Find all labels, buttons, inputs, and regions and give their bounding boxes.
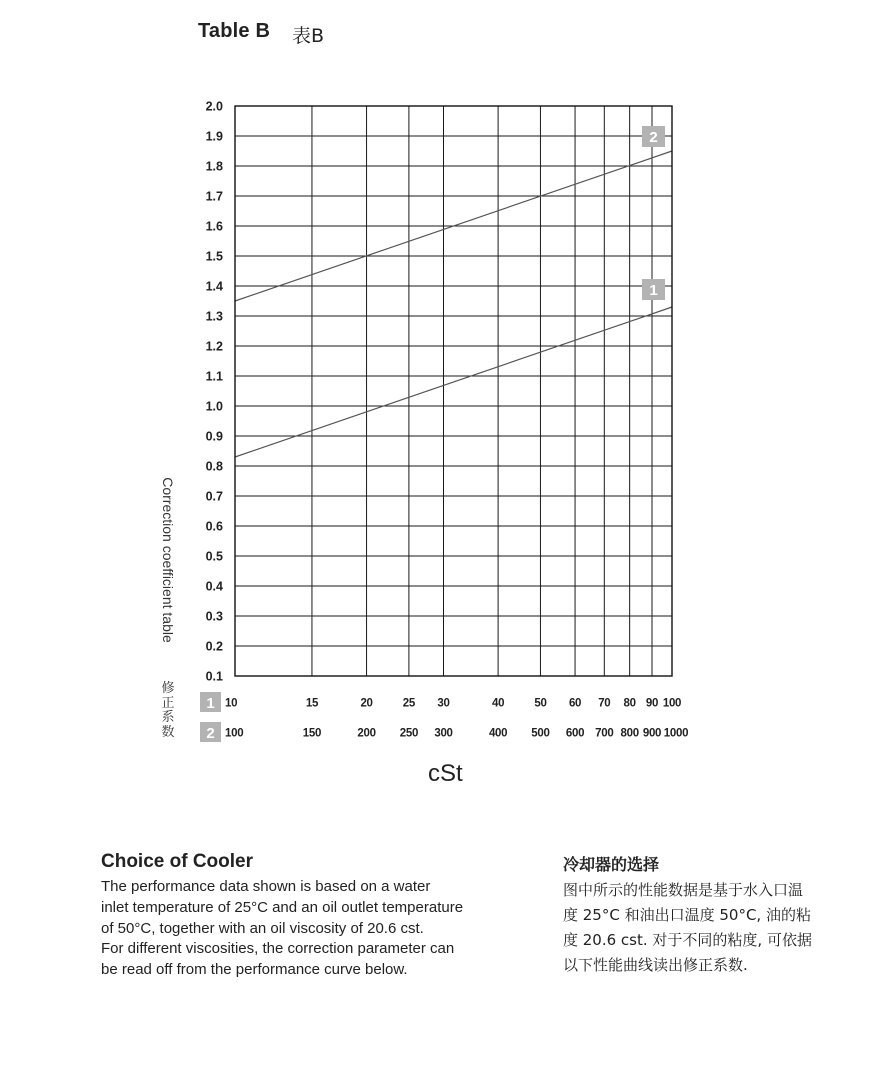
- x-tick-label: 60: [568, 697, 582, 710]
- text-line: of 50°C, together with an oil viscosity of 20.6 cst.: [101, 919, 424, 937]
- x-tick-label: 90: [645, 697, 659, 710]
- text-line: 以下性能曲线读出修正系数.: [563, 956, 748, 974]
- x-scale-2: [200, 722, 688, 742]
- y-tick-label: 1.0: [205, 399, 223, 414]
- y-tick-label: 1.6: [205, 219, 223, 234]
- x-tick-label: 1000: [663, 727, 689, 740]
- x-tick-label: 700: [595, 727, 614, 740]
- x-tick-label: 800: [620, 727, 639, 740]
- y-tick-label: 1.2: [205, 339, 223, 354]
- y-tick-label: 0.5: [205, 549, 223, 564]
- y-tick-label: 1.1: [205, 369, 223, 384]
- chart-title-cn: 表B: [292, 25, 325, 47]
- x-tick-label: 400: [488, 727, 508, 740]
- y-tick-label: 0.8: [205, 459, 223, 474]
- x-tick-label: 200: [357, 727, 376, 740]
- x-tick-label: 50: [534, 697, 547, 710]
- y-axis-label-cn: 修正系数: [161, 681, 175, 740]
- x-scale-badge-label: 1: [206, 695, 215, 712]
- x-tick-label: 900: [642, 727, 662, 740]
- text-line: be read off from the performance curve below.: [101, 961, 408, 979]
- section-text-cn: [563, 878, 863, 978]
- y-tick-label: 0.1: [205, 669, 223, 684]
- curve-badge-1: [642, 279, 665, 300]
- curves: [235, 126, 672, 457]
- x-tick-label: 40: [491, 697, 505, 710]
- text-line: 图中所示的性能数据是基于水入口温: [563, 881, 804, 899]
- curve-badge-2: [642, 126, 665, 147]
- y-tick-label: 1.3: [205, 309, 223, 324]
- curve-1: [235, 307, 672, 457]
- text-line: inlet temperature of 25°C and an oil outlet temperature: [101, 898, 464, 916]
- x-tick-label: 600: [565, 727, 585, 740]
- x-tick-label: 70: [598, 697, 611, 710]
- x-tick-label: 20: [360, 697, 373, 710]
- y-tick-label: 1.7: [205, 189, 223, 204]
- x-tick-label: 250: [399, 727, 419, 740]
- vertical-gridlines: [312, 106, 652, 676]
- y-tick-label: 0.7: [205, 489, 223, 504]
- y-tick-label: 1.4: [205, 279, 223, 294]
- x-tick-label: 500: [531, 727, 550, 740]
- x-tick-label: 80: [623, 697, 636, 710]
- curve-badge-label: 2: [649, 129, 658, 146]
- y-tick-label: 0.3: [205, 609, 223, 624]
- x-tick-label: 150: [302, 727, 322, 740]
- x-tick-label: 300: [434, 727, 453, 740]
- y-tick-label: 1.9: [205, 129, 223, 144]
- y-axis-label: Correction coefficient table: [160, 477, 176, 643]
- y-tick-labels: [206, 100, 223, 684]
- chart-title: Table B: [198, 20, 271, 42]
- y-tick-label: 0.9: [205, 429, 223, 444]
- text-line: The performance data shown is based on a water: [101, 878, 431, 895]
- section-heading-en: Choice of Cooler: [101, 851, 254, 872]
- section-heading-cn: 冷却器的选择: [563, 855, 660, 874]
- horizontal-gridlines: [235, 106, 672, 676]
- y-tick-label: 1.8: [205, 159, 223, 174]
- x-scale-1: [200, 692, 681, 712]
- plot-frame: [235, 106, 672, 676]
- x-tick-label: 30: [437, 697, 450, 710]
- y-tick-label: 1.5: [205, 249, 223, 264]
- text-line: 度 20.6 cst. 对于不同的粘度, 可依据: [563, 931, 812, 949]
- x-tick-label: 15: [305, 697, 319, 710]
- x-scales: [200, 692, 688, 742]
- x-tick-label: 25: [402, 697, 416, 710]
- x-scale-badge-label: 2: [206, 725, 215, 742]
- curve-badge-label: 1: [649, 282, 658, 299]
- section-text-en: [101, 877, 521, 981]
- y-tick-label: 2.0: [205, 99, 223, 114]
- y-tick-label: 0.2: [205, 639, 223, 654]
- x-axis-label: cSt: [428, 760, 463, 787]
- text-line: For different viscosities, the correction parameter can: [101, 940, 455, 958]
- y-tick-label: 0.6: [205, 519, 223, 534]
- y-tick-label: 0.4: [205, 579, 223, 594]
- x-tick-label: 100: [225, 727, 244, 740]
- x-tick-label: 10: [225, 697, 238, 710]
- text-line: 度 25°C 和油出口温度 50°C, 油的粘: [563, 906, 811, 924]
- x-tick-label: 100: [662, 697, 682, 710]
